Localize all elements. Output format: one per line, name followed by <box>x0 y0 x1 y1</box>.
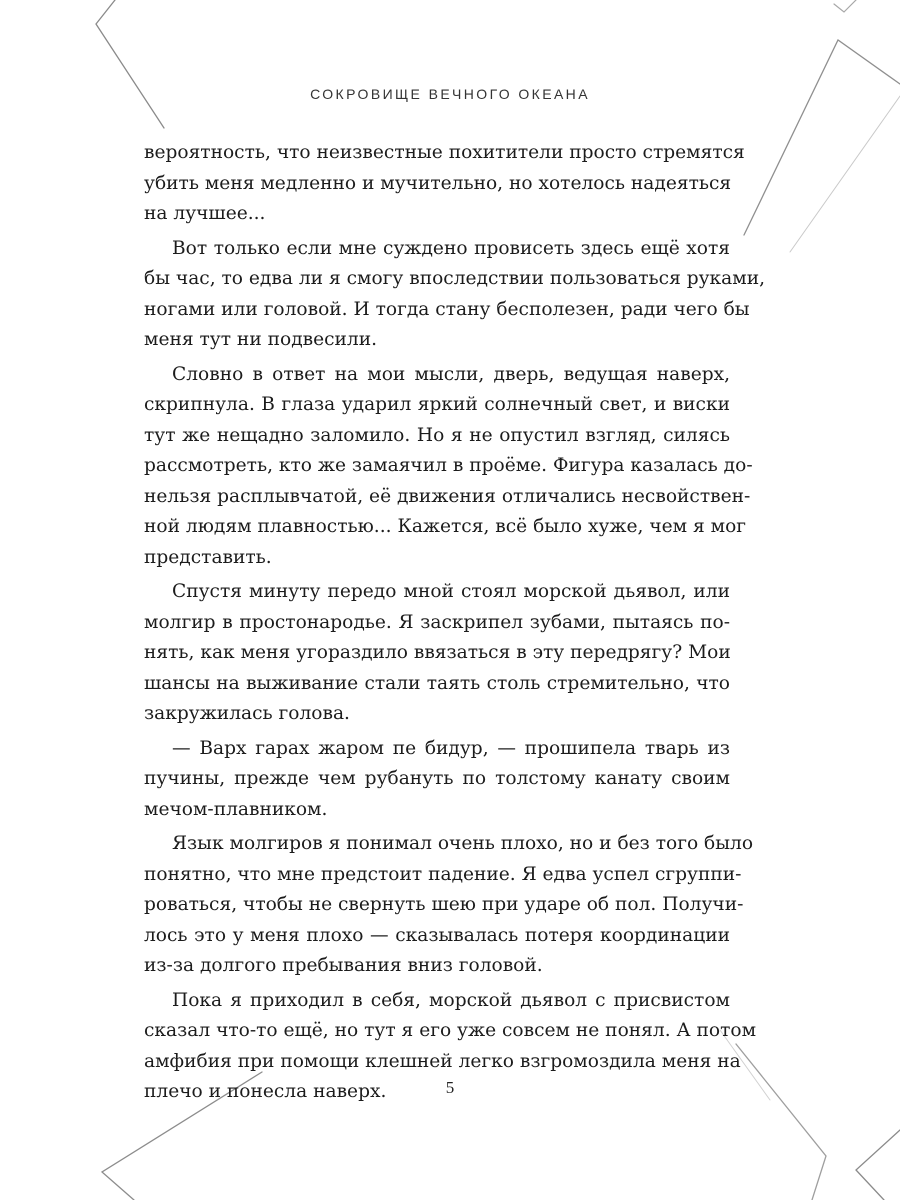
text-line: нельзя расплывчатой, её движения отличались несвойствен- <box>144 485 751 507</box>
running-head: СОКРОВИЩЕ ВЕЧНОГО ОКЕАНА <box>310 86 590 102</box>
ornament-line-bottom-right <box>736 1044 826 1200</box>
text-line: мечом-плавником. <box>144 798 328 820</box>
text-line: понятно, что мне предстоит падение. Я едва успел сгруппи- <box>144 863 742 885</box>
paragraph <box>144 234 766 356</box>
text-line: вероятность, что неизвестные похитители просто стремятся <box>144 142 745 163</box>
text-line: бы час, то едва ли я смогу впоследствии пользоваться руками, <box>144 268 766 289</box>
ornament-line-right-faint <box>790 96 900 252</box>
body-text <box>144 138 766 1112</box>
text-line: Спустя минуту передо мной стоял морской дьявол, или <box>172 581 730 602</box>
page-number: 5 <box>445 1078 455 1097</box>
text-line: нять, как меня угораздило ввязаться в эту передрягу? Мои <box>144 642 731 663</box>
text-line: — Варх гарах жаром пе бидур, — прошипела тварь из <box>172 737 730 759</box>
text-line: рассмотреть, кто же замаячил в проёме. Фигура казалась до- <box>144 455 753 476</box>
text-line: шансы на выживание стали таять столь стремительно, что <box>144 672 730 694</box>
text-line: меня тут ни подвесили. <box>144 329 378 350</box>
text-line: ной людям плавностью... Кажется, всё было хуже, чем я мог <box>144 516 747 537</box>
text-line: скрипнула. В глаза ударил яркий солнечный свет, и виски <box>144 394 730 415</box>
text-line: пучины, прежде чем рубануть по толстому канату своим <box>144 768 730 789</box>
ornament-line-bottom-corner <box>856 1130 900 1200</box>
text-line: Словно в ответ на мои мысли, дверь, ведущая наверх, <box>172 363 730 385</box>
paragraph <box>144 138 745 230</box>
text-line: плечо и понесла наверх. <box>144 1081 387 1102</box>
text-line: сказал что-то ещё, но тут я его уже совсем не понял. А потом <box>144 1020 757 1041</box>
ornament-line-top-right <box>834 0 856 12</box>
text-line: Пока я приходил в себя, морской дьявол с присвистом <box>172 989 730 1011</box>
text-line: ногами или головой. И тогда стану бесполезен, ради чего бы <box>144 298 750 320</box>
text-line: убить меня медленно и мучительно, но хотелось надеяться <box>144 172 732 194</box>
paragraph <box>144 829 754 982</box>
text-line: тут же нещадно заломило. Но я не опустил взгляд, силясь <box>144 424 730 446</box>
text-line: роваться, чтобы не свернуть шею при ударе об пол. Получи- <box>144 894 744 915</box>
text-line: амфибия при помощи клешней легко взгромоздила меня на <box>144 1050 741 1072</box>
text-line: представить. <box>144 546 272 568</box>
paragraph <box>144 360 753 574</box>
text-line: на лучшее... <box>144 203 266 224</box>
paragraph <box>144 577 730 730</box>
text-line: лось это у меня плохо — сказывалась потеря координации <box>144 924 730 946</box>
ornament-line-top-left <box>96 0 164 128</box>
paragraph <box>144 734 730 826</box>
text-line: Вот только если мне суждено провисеть здесь ещё хотя <box>172 237 730 259</box>
text-line: Язык молгиров я понимал очень плохо, но и без того было <box>172 833 754 854</box>
ornament-line-right <box>744 40 900 235</box>
text-line: молгир в простонародье. Я заскрипел зубами, пытаясь по- <box>144 611 730 633</box>
text-line: закружилась голова. <box>144 703 350 724</box>
text-line: из-за долгого пребывания вниз головой. <box>144 955 543 976</box>
